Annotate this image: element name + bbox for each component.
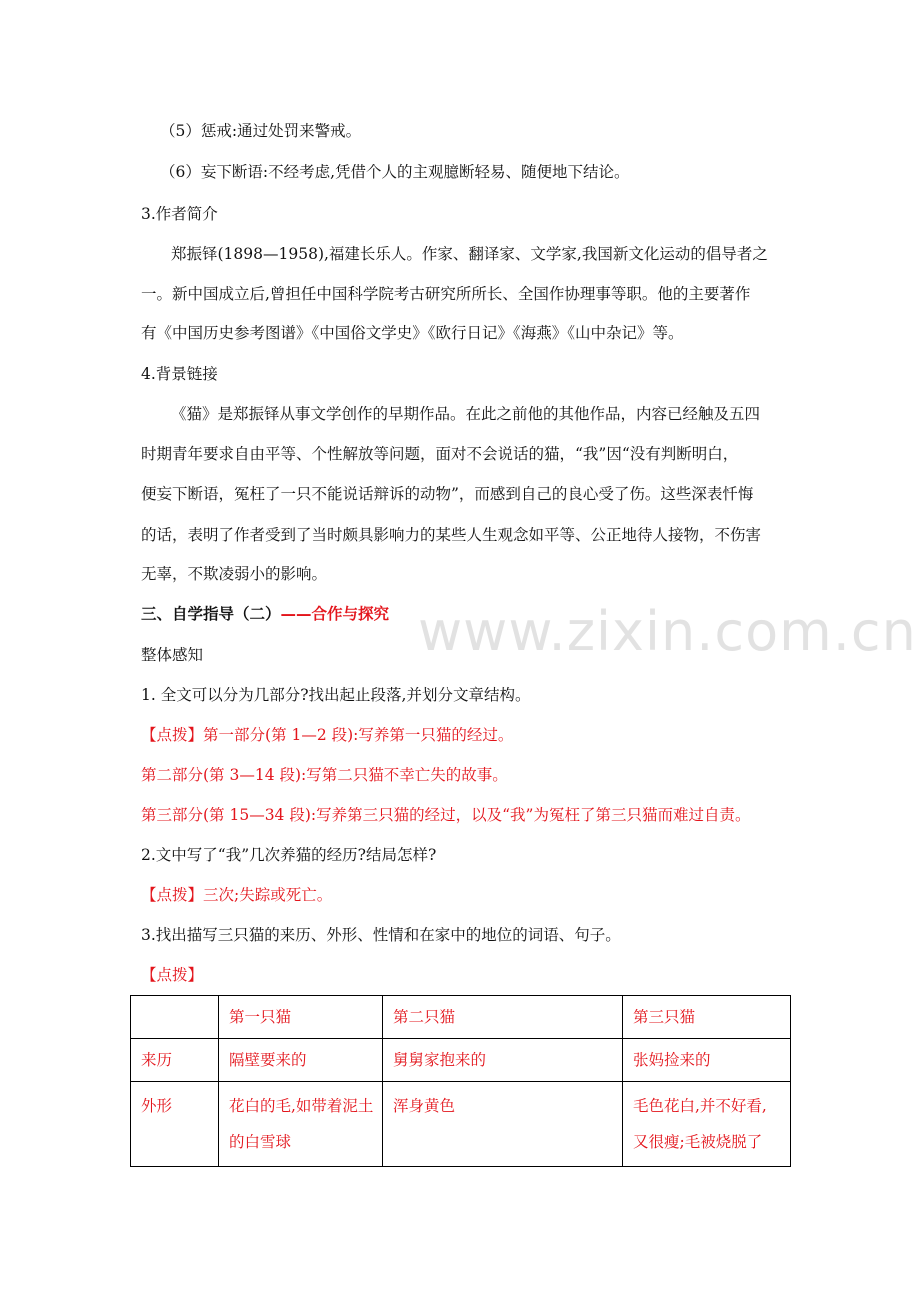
- question-2: 2.文中写了“我”几次养猫的经历?结局怎样?: [141, 846, 437, 864]
- hint-tag: 【点拨】: [141, 966, 204, 984]
- answer-1-line: 第三部分(第 15—34 段):写养第三只猫的经过，以及“我”为冤枉了第三只猫而难过自责。: [141, 806, 751, 824]
- background-paragraph-line: 无辜，不欺凌弱小的影响。: [141, 565, 328, 583]
- table-header-cell: 第三只猫: [623, 996, 791, 1039]
- background-paragraph-line: 时期青年要求自由平等、个性解放等问题，面对不会说话的猫，“我”因“没有判断明白，: [141, 445, 739, 463]
- table-cell: 张妈捡来的: [623, 1039, 791, 1082]
- cats-comparison-table: [130, 995, 791, 1167]
- answer-2-text: 三次;失踪或死亡。: [203, 886, 333, 904]
- author-paragraph-line: 有《中国历史参考图谱》《中国俗文学史》《欧行日记》《海燕》《山中杂记》等。: [141, 324, 684, 342]
- table-cell: 舅舅家抱来的: [383, 1039, 623, 1082]
- table-cell: 毛色花白,并不好看,又很瘦;毛被烧脱了: [623, 1082, 791, 1167]
- answer-2-line: [141, 885, 332, 905]
- table-cell: 来历: [131, 1039, 219, 1082]
- answer-1-text: 第一部分(第 1—2 段):写养第一只猫的经过。: [203, 726, 514, 744]
- background-heading: 4.背景链接: [141, 365, 218, 383]
- author-heading: 3.作者简介: [141, 205, 218, 223]
- question-3: 3.找出描写三只猫的来历、外形、性情和在家中的地位的词语、句子。: [141, 926, 621, 944]
- answer-1-line: 第二部分(第 3—14 段):写第二只猫不幸亡失的故事。: [141, 766, 508, 784]
- section-heading-main: 三、自学指导（二）: [141, 605, 281, 623]
- background-paragraph-line: 的话，表明了作者受到了当时颇具影响力的某些人生观念如平等、公正地待人接物，不伤害: [141, 526, 762, 544]
- table-header-row: [131, 996, 791, 1039]
- table-row: [131, 1082, 791, 1167]
- section-heading-sub: ——合作与探究: [280, 605, 390, 623]
- table-cell: 外形: [131, 1082, 219, 1167]
- answer-1-line: [141, 725, 513, 745]
- background-paragraph-line: 便妄下断语，冤枉了一只不能说话辩诉的动物”，而感到自己的良心受了伤。这些深表忏悔: [141, 485, 754, 503]
- hint-tag: 【点拨】: [141, 886, 204, 904]
- section-heading: [141, 604, 389, 624]
- table-cell: 隔壁要来的: [219, 1039, 383, 1082]
- table-header-cell: 第一只猫: [219, 996, 383, 1039]
- table-header-cell: 第二只猫: [383, 996, 623, 1039]
- hint-tag: 【点拨】: [141, 726, 204, 744]
- table-cell: 浑身黄色: [383, 1082, 623, 1167]
- table-row: [131, 1039, 791, 1082]
- vocab-item-5: （5）惩戒:通过处罚来警戒。: [160, 122, 362, 140]
- table-cell: 花白的毛,如带着泥土的白雪球: [219, 1082, 383, 1167]
- watermark: www.zixin.com.cn: [418, 600, 917, 663]
- vocab-item-6: （6）妄下断语:不经考虑,凭借个人的主观臆断轻易、随便地下结论。: [160, 163, 630, 181]
- question-1: 1. 全文可以分为几部分?找出起止段落,并划分文章结构。: [141, 686, 531, 704]
- overall-perception-label: 整体感知: [141, 646, 204, 664]
- table-header-cell: [131, 996, 219, 1039]
- background-paragraph-line: 《猫》是郑振铎从事文学创作的早期作品。在此之前他的其他作品，内容已经触及五四: [171, 405, 761, 423]
- author-paragraph-line: 一。新中国成立后,曾担任中国科学院考古研究所所长、全国作协理事等职。他的主要著作: [141, 285, 751, 303]
- author-paragraph-line: 郑振铎(1898—1958),福建长乐人。作家、翻译家、文学家,我国新文化运动的倡导者之: [171, 245, 768, 263]
